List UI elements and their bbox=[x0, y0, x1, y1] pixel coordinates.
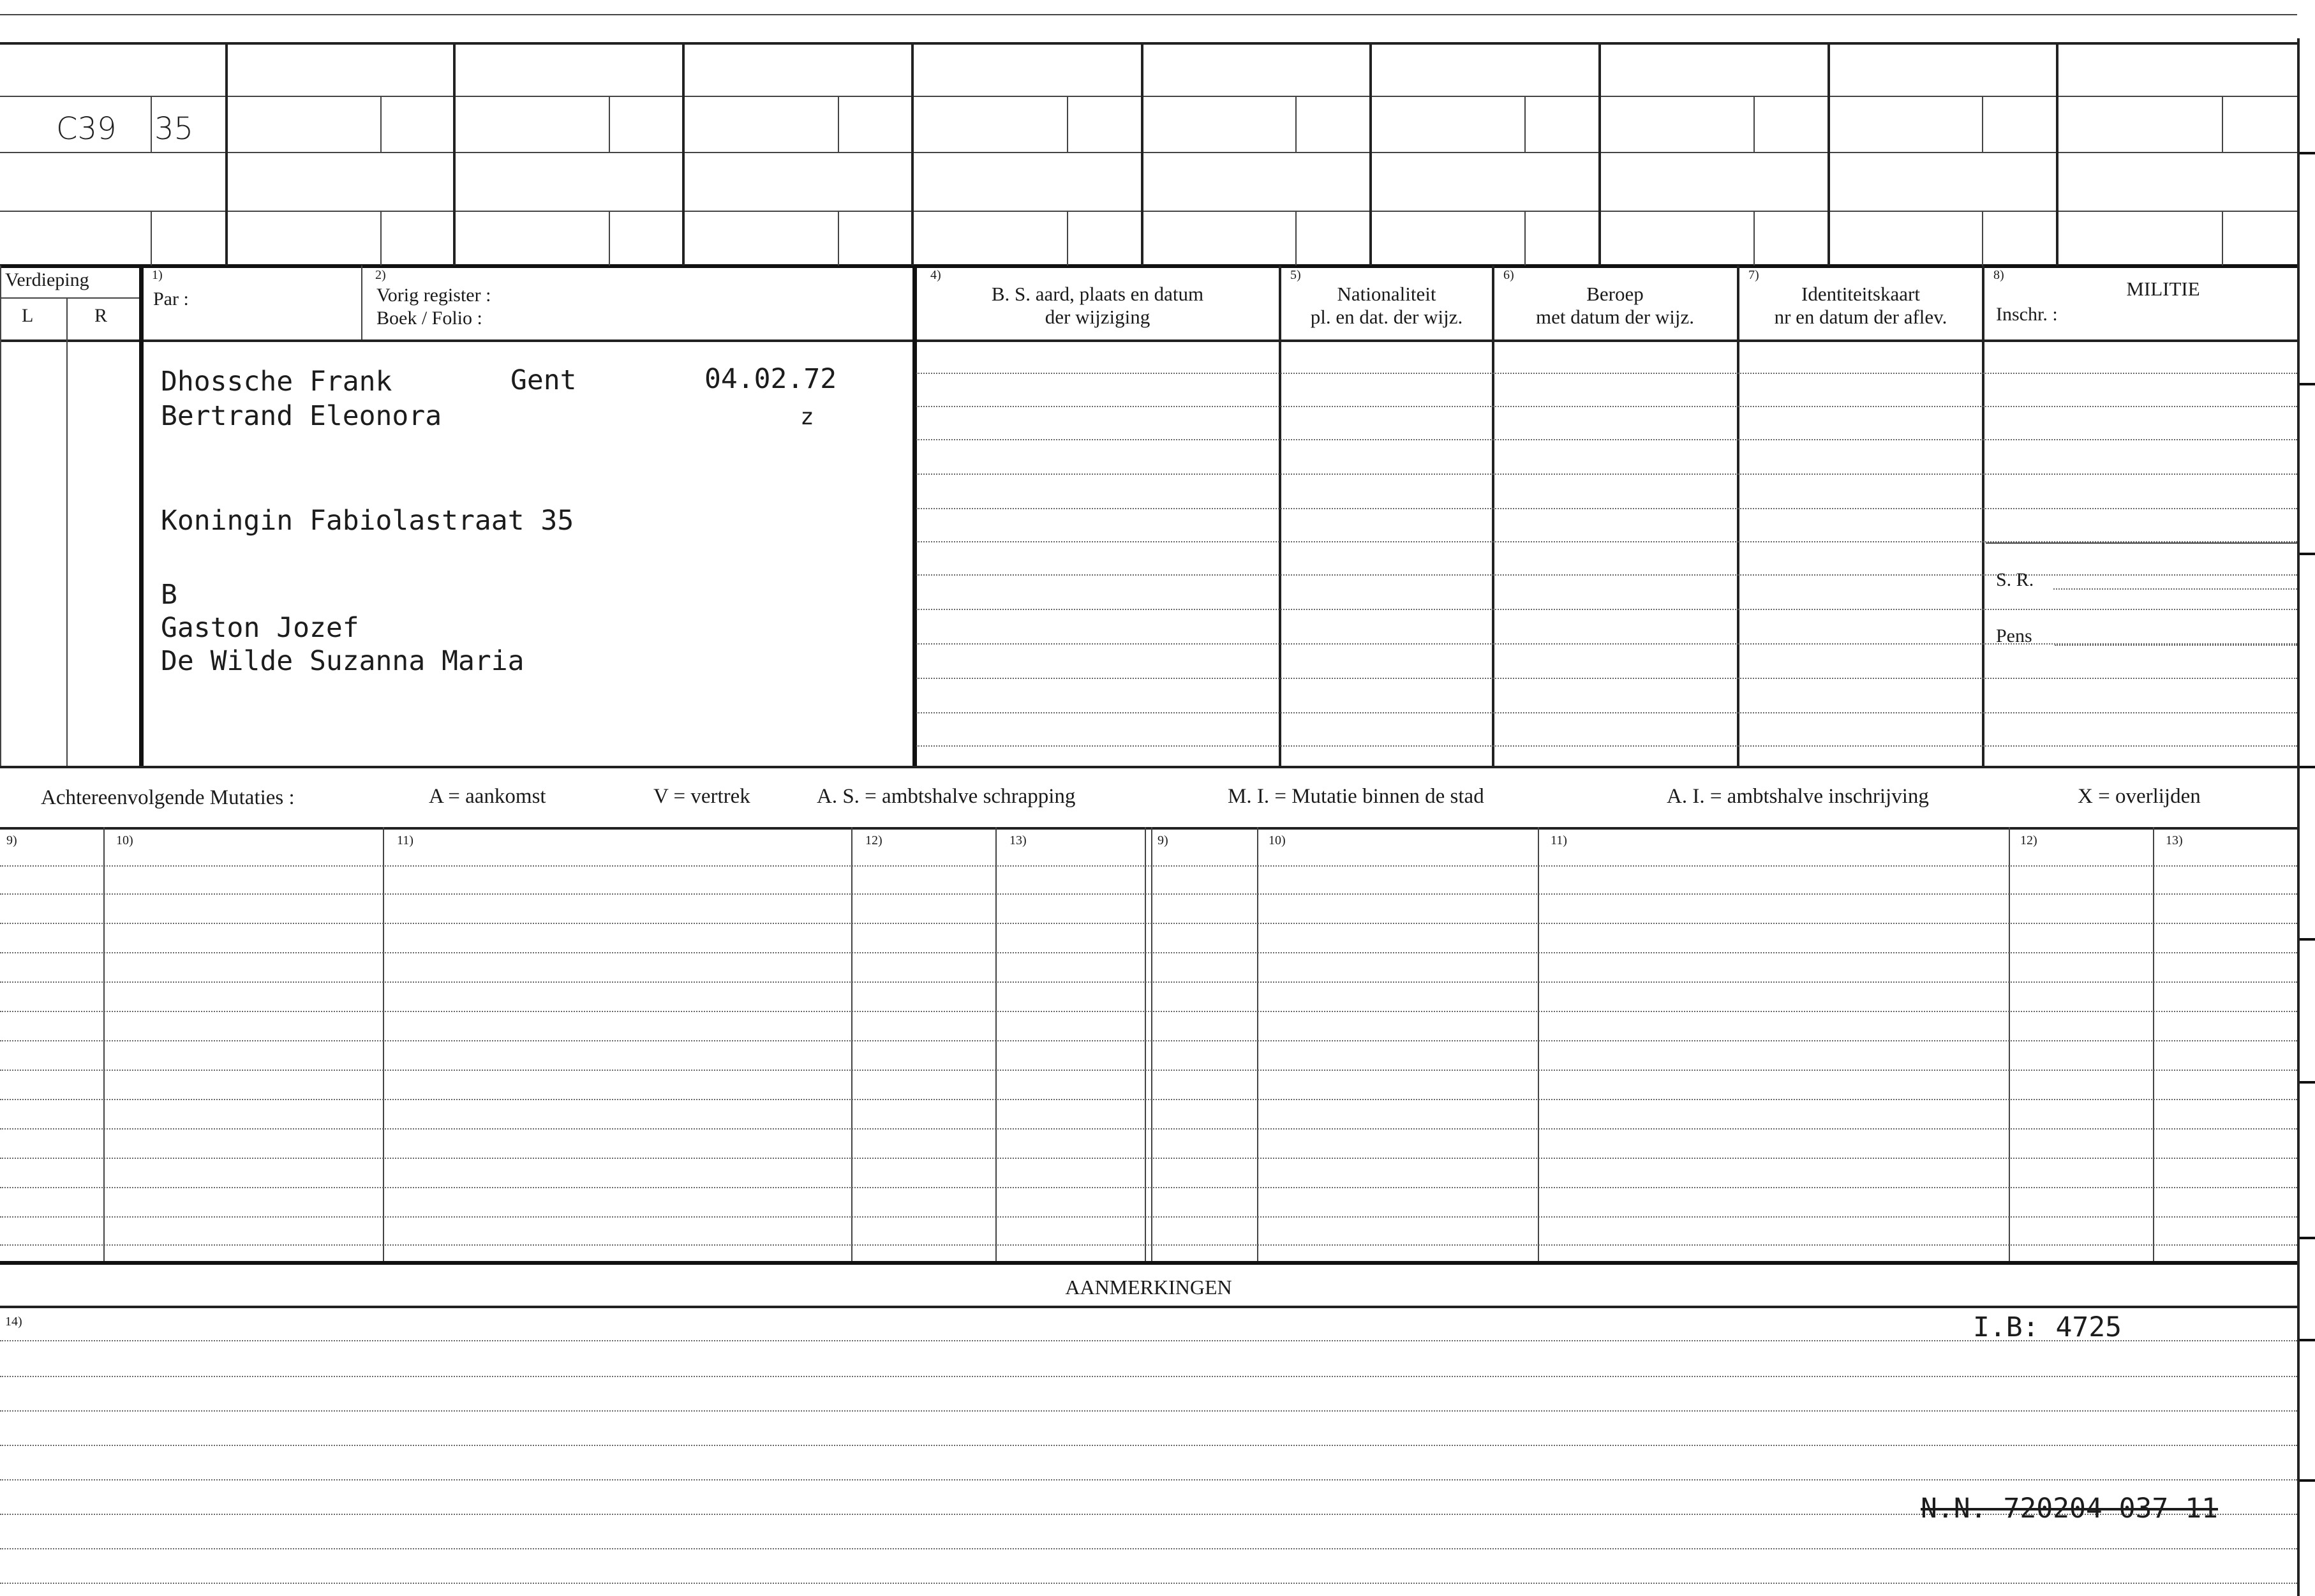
grid-line bbox=[0, 42, 2297, 45]
mut-col-num: 11) bbox=[397, 833, 413, 847]
grid-sub bbox=[2222, 96, 2223, 152]
grid-sub bbox=[1067, 211, 1068, 265]
pens-line bbox=[2055, 645, 2297, 646]
boek-folio-label: Boek / Folio : bbox=[376, 308, 482, 329]
mut-col-num: 12) bbox=[865, 833, 882, 847]
mut-col bbox=[1257, 827, 1258, 1264]
col7-header-line1: Identiteitskaart bbox=[1801, 283, 1920, 305]
edge-tick bbox=[2297, 383, 2315, 385]
legend-bottom-line bbox=[0, 827, 2297, 830]
verdieping-split bbox=[0, 297, 142, 299]
remarks-title: AANMERKINGEN bbox=[1065, 1276, 1232, 1299]
ruled-line bbox=[916, 609, 2297, 610]
edge-tick bbox=[2297, 152, 2315, 154]
remarks-header-line bbox=[0, 1306, 2297, 1308]
floor-divider bbox=[66, 297, 68, 767]
col6-header-line2: met datum der wijz. bbox=[1536, 306, 1694, 328]
grid-line bbox=[0, 211, 2297, 212]
ruled-line bbox=[0, 1070, 2297, 1071]
col8-number: 8) bbox=[1993, 268, 2004, 282]
building-code: C39 bbox=[56, 111, 117, 147]
col1-left-line bbox=[139, 265, 144, 767]
ruled-line bbox=[0, 1479, 2297, 1480]
vorig-register-label: Vorig register : bbox=[376, 285, 491, 306]
col2-left-line bbox=[361, 265, 362, 339]
mut-col-num: 12) bbox=[2020, 833, 2037, 847]
ruled-line bbox=[0, 952, 2297, 953]
ruled-line bbox=[916, 712, 2297, 713]
ruled-line bbox=[0, 1376, 2297, 1377]
ib-note: I.B: 4725 bbox=[1973, 1311, 2122, 1343]
col4-header-line1: B. S. aard, plaats en datum bbox=[991, 283, 1204, 305]
grid-col bbox=[1141, 42, 1143, 265]
grid-line bbox=[0, 152, 2297, 153]
col7-number: 7) bbox=[1748, 268, 1759, 282]
mut-col-num: 13) bbox=[1009, 833, 1027, 847]
mut-col bbox=[2009, 827, 2010, 1264]
mut-col-num: 13) bbox=[2166, 833, 2183, 847]
grid-sub bbox=[2222, 211, 2223, 265]
grid-sub bbox=[838, 96, 839, 152]
birthplace: Gent bbox=[510, 364, 577, 396]
grid-sub bbox=[1524, 211, 1526, 265]
legend-mutatie-binnen: M. I. = Mutatie binnen de stad bbox=[1228, 785, 1484, 808]
grid-sub bbox=[151, 96, 152, 152]
parent-name-1: Gaston Jozef bbox=[161, 612, 359, 644]
grid-sub bbox=[380, 96, 382, 152]
grid-sub bbox=[838, 211, 839, 265]
col4-number: 4) bbox=[930, 268, 941, 282]
ruled-line bbox=[0, 981, 2297, 983]
parent-name-2: De Wilde Suzanna Maria bbox=[161, 645, 525, 677]
ruled-line bbox=[0, 1099, 2297, 1100]
col4-header-line2: der wijziging bbox=[1045, 306, 1150, 328]
grid-col bbox=[1827, 42, 1830, 265]
legend-ambtshalve-inschrijving: A. I. = ambtshalve inschrijving bbox=[1667, 785, 1929, 808]
edge-tick bbox=[2297, 1081, 2315, 1084]
pens-label: Pens bbox=[1996, 625, 2032, 646]
ruled-line bbox=[916, 474, 2297, 475]
mut-col bbox=[1151, 827, 1152, 1264]
sr-line bbox=[2053, 588, 2297, 590]
verdieping-label: Verdieping bbox=[5, 269, 89, 290]
house-number: 35 bbox=[154, 111, 194, 147]
grid-col bbox=[1369, 42, 1372, 265]
grid-sub bbox=[1982, 96, 1983, 152]
col5-header-line2: pl. en dat. der wijz. bbox=[1310, 306, 1463, 328]
remarks-number: 14) bbox=[5, 1315, 22, 1329]
inschr-label: Inschr. : bbox=[1996, 304, 2058, 325]
col8-left-line bbox=[1982, 265, 1984, 767]
mut-col bbox=[383, 827, 384, 1264]
mut-col bbox=[1538, 827, 1539, 1264]
grid-sub bbox=[609, 96, 610, 152]
col6-left-line bbox=[1492, 265, 1494, 767]
grid-col bbox=[682, 42, 685, 265]
ruled-line bbox=[0, 1410, 2297, 1412]
ruled-line bbox=[0, 1216, 2297, 1218]
edge-tick bbox=[2297, 553, 2315, 555]
grid-sub bbox=[151, 211, 152, 265]
right-edge bbox=[2297, 38, 2300, 1596]
col1-number: 1) bbox=[152, 268, 163, 282]
edge-tick bbox=[2297, 1237, 2315, 1239]
grid-col bbox=[453, 42, 456, 265]
ruled-line bbox=[916, 574, 2297, 576]
grid-col bbox=[2056, 42, 2058, 265]
mut-col-num: 11) bbox=[1551, 833, 1567, 847]
legend-vertrek: V = vertrek bbox=[653, 785, 750, 808]
grid-col bbox=[911, 42, 914, 265]
militia-divider bbox=[1986, 542, 2297, 544]
ruled-line bbox=[916, 439, 2297, 440]
grid-sub bbox=[609, 211, 610, 265]
ruled-line bbox=[0, 865, 2297, 867]
col2-number: 2) bbox=[375, 268, 386, 282]
edge-tick bbox=[2297, 1479, 2315, 1482]
birthdate: 04.02.72 bbox=[704, 363, 837, 395]
legend-aankomst: A = aankomst bbox=[429, 785, 546, 808]
mut-col bbox=[2153, 827, 2154, 1264]
left-edge bbox=[0, 265, 1, 767]
grid-sub bbox=[380, 211, 382, 265]
grid-col bbox=[225, 42, 228, 265]
parent-initial: B bbox=[161, 579, 177, 611]
grid-line bbox=[0, 264, 2297, 268]
grid-col bbox=[1598, 42, 1601, 265]
col7-left-line bbox=[1737, 265, 1739, 767]
nn-note: N.N. 720204 037 11 bbox=[1921, 1493, 2218, 1525]
col5-number: 5) bbox=[1290, 268, 1301, 282]
floor-right-label: R bbox=[94, 305, 108, 326]
ruled-line bbox=[0, 1548, 2297, 1549]
col4-left-line bbox=[912, 265, 917, 767]
col5-header-line1: Nationaliteit bbox=[1337, 283, 1436, 305]
mut-col bbox=[103, 827, 105, 1264]
mutations-bottom-line bbox=[0, 1261, 2297, 1265]
floor-left-label: L bbox=[22, 305, 34, 326]
card-top-edge bbox=[0, 14, 2297, 15]
ruled-line bbox=[0, 1187, 2297, 1188]
sr-label: S. R. bbox=[1996, 569, 2034, 590]
grid-line bbox=[0, 96, 2297, 97]
col6-header-line1: Beroep bbox=[1586, 283, 1644, 305]
legend-overlijden: X = overlijden bbox=[2078, 785, 2201, 808]
ruled-line bbox=[0, 1583, 2297, 1584]
grid-sub bbox=[1295, 211, 1297, 265]
col7-header-line2: nr en datum der aflev. bbox=[1774, 306, 1947, 328]
mut-col bbox=[1145, 827, 1146, 1264]
legend-title: Achtereenvolgende Mutaties : bbox=[41, 786, 295, 809]
ruled-line bbox=[0, 1040, 2297, 1041]
edge-tick bbox=[2297, 766, 2315, 768]
par-label: Par : bbox=[153, 288, 189, 310]
resident-name: Dhossche Frank bbox=[161, 366, 392, 398]
edge-tick bbox=[2297, 1339, 2315, 1341]
mut-col-num: 9) bbox=[6, 833, 17, 847]
edge-tick bbox=[2297, 938, 2315, 941]
mut-col bbox=[851, 827, 852, 1264]
col6-number: 6) bbox=[1503, 268, 1514, 282]
grid-sub bbox=[1524, 96, 1526, 152]
col5-left-line bbox=[1279, 265, 1281, 767]
entry-bottom-line bbox=[0, 766, 2297, 768]
ruled-line bbox=[0, 1244, 2297, 1246]
ruled-line bbox=[916, 508, 2297, 509]
spouse-name: Bertrand Eleonora bbox=[161, 400, 442, 432]
ruled-line bbox=[0, 1445, 2297, 1446]
grid-sub bbox=[1982, 211, 1983, 265]
grid-sub bbox=[1753, 96, 1755, 152]
ruled-line bbox=[0, 893, 2297, 895]
ruled-line bbox=[0, 1158, 2297, 1159]
header-bottom-line bbox=[0, 339, 2297, 342]
militie-title: MILITIE bbox=[2126, 278, 2200, 300]
ruled-line bbox=[916, 678, 2297, 679]
mut-col-num: 9) bbox=[1158, 833, 1168, 847]
ruled-line bbox=[0, 923, 2297, 924]
entry-mark: z bbox=[800, 404, 814, 430]
grid-sub bbox=[1295, 96, 1297, 152]
legend-ambtshalve-schrapping: A. S. = ambtshalve schrapping bbox=[817, 785, 1076, 808]
street-address: Koningin Fabiolastraat 35 bbox=[161, 505, 574, 537]
ruled-line bbox=[916, 745, 2297, 747]
mut-col-num: 10) bbox=[1269, 833, 1286, 847]
mut-col bbox=[995, 827, 997, 1264]
mut-col-num: 10) bbox=[116, 833, 133, 847]
ruled-line bbox=[916, 373, 2297, 374]
grid-sub bbox=[1753, 211, 1755, 265]
grid-sub bbox=[1067, 96, 1068, 152]
ruled-line bbox=[916, 406, 2297, 407]
ruled-line bbox=[0, 1128, 2297, 1130]
ruled-line bbox=[0, 1340, 2297, 1341]
ruled-line bbox=[0, 1011, 2297, 1012]
